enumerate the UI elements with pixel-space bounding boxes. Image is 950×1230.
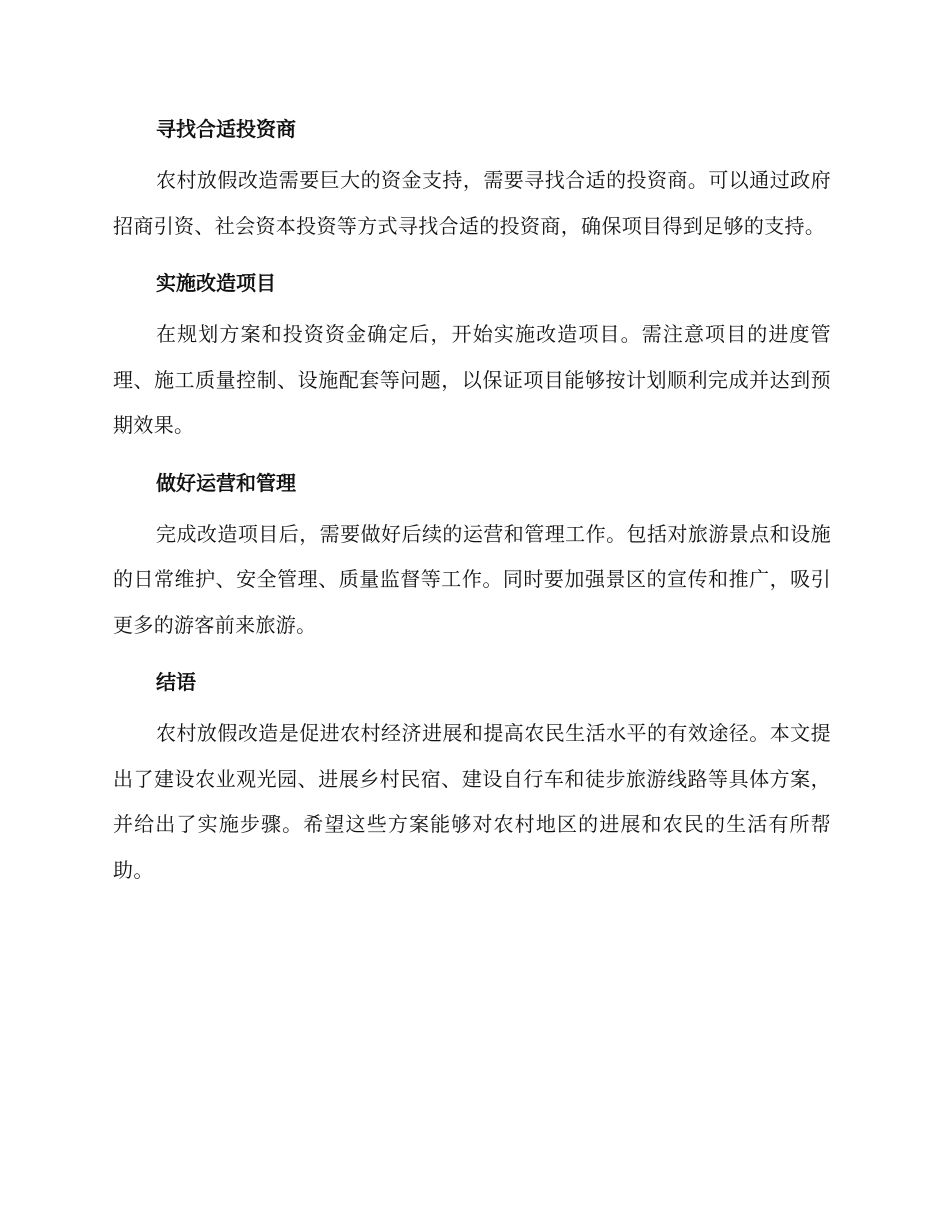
section-conclusion — [113, 661, 831, 893]
section-heading: 做好运营和管理 — [156, 470, 296, 495]
section-paragraph: 在规划方案和投资资金确定后，开始实施改造项目。需注意项目的进度管理、施工质量控制、设施配套等问题，以保证项目能够按计划顺利完成并达到预期效果。 — [113, 322, 831, 437]
section-heading: 实施改造项目 — [156, 271, 276, 295]
section-find-investors — [113, 108, 831, 249]
section-operations-management — [113, 462, 831, 649]
section-heading: 寻找合适投资商 — [156, 117, 296, 141]
section-paragraph: 完成改造项目后，需要做好后续的运营和管理工作。包括对旅游景点和设施的日常维护、安全管理、质量监督等工作。同时要加强景区的宣传和推广，吸引更多的游客前来旅游。 — [113, 521, 831, 637]
section-heading: 结语 — [156, 670, 196, 694]
section-paragraph: 农村放假改造需要巨大的资金支持，需要寻找合适的投资商。可以通过政府招商引资、社会资本投资等方式寻找合适的投资商，确保项目得到足够的支持。 — [113, 168, 831, 238]
document-page — [113, 108, 831, 906]
section-paragraph: 农村放假改造是促进农村经济进展和提高农民生活水平的有效途径。本文提出了建设农业观光园、进展乡村民宿、建设自行车和徒步旅游线路等具体方案，并给出了实施步骤。希望这些方案能够对农村地区的进展和农民的生活有所帮助。 — [113, 721, 831, 882]
section-implement-project — [113, 262, 831, 449]
